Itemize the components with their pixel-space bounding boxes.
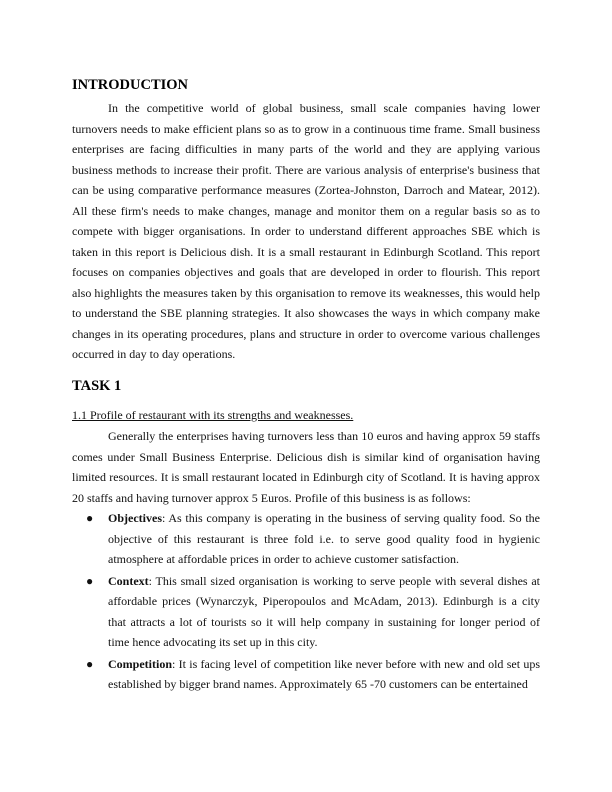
bullet-objectives — [72, 508, 540, 570]
bullet-context — [72, 571, 540, 653]
section-1-1-subheading: 1.1 Profile of restaurant with its strengths and weaknesses. — [72, 407, 354, 422]
bullet-dot-icon: ● — [86, 573, 94, 588]
task1-heading: TASK 1 — [72, 377, 122, 394]
profile-bullet-list — [72, 508, 540, 695]
bullet-term: Objectives — [108, 511, 162, 525]
introduction-heading: INTRODUCTION — [72, 77, 189, 93]
bullet-text: : It is facing level of competition like never before with new and old set ups established by bigger brand names. Approximately 65 -70 customers can be entertained — [108, 656, 540, 691]
bullet-dot-icon: ● — [86, 656, 94, 671]
bullet-term: Context — [108, 573, 149, 588]
bullet-term: Competition — [108, 656, 172, 671]
document-page — [72, 74, 540, 696]
bullet-competition — [72, 654, 540, 695]
bullet-text: : This small sized organisation is working to serve people with several dishes at affordable prices (Wynarczyk, Piperopoulos and McAdam, 2013). Edinburgh is a city that attracts a lot of tourists so it will help company in sustaining for longer period of time hence advocating its set up in this city. — [108, 573, 540, 649]
introduction-paragraph: In the competitive world of global business, small scale companies having lower turnovers needs to make efficient plans so as to grow in a continuous time frame. Small business enterprises are facing difficulties in many parts of the world and they are applying various business methods to increase their profit. There are various analysis of enterprise's business that can be using comparative performance measures (Zortea-Johnston, Darroch and Matear, 2012). All these firm's needs to make changes, manage and monitor them on a regular basis so as to compete with bigger organisations. In order to understand different approaches SBE which is taken in this report is Delicious dish. It is a small restaurant in Edinburgh Scotland. This report focuses on companies objectives and goals that are developed in order to flourish. This report also highlights the measures taken by this organisation to remove its weaknesses, this would help to understand the SBE planning strategies. It also showcases the ways in which company make changes in its operating procedures, plans and structure in order to overcome various challenges occurred in day to day operations. — [72, 101, 540, 361]
bullet-dot-icon: ● — [86, 511, 94, 525]
bullet-text: : As this company is operating in the business of serving quality food. So the objective of this restaurant is three fold i.e. to serve good quality food in hygienic atmosphere at affordable prices in order to achieve customer satisfaction. — [108, 511, 540, 566]
task1-paragraph: Generally the enterprises having turnovers less than 10 euros and having approx 59 staffs comes under Small Business Enterprise. Delicious dish is similar kind of organisation having limited resources. It is small restaurant located in Edinburgh city of Scotland. It is having approx 20 staffs and having turnover approx 5 Euros. Profile of this business is as follows: — [72, 429, 540, 505]
